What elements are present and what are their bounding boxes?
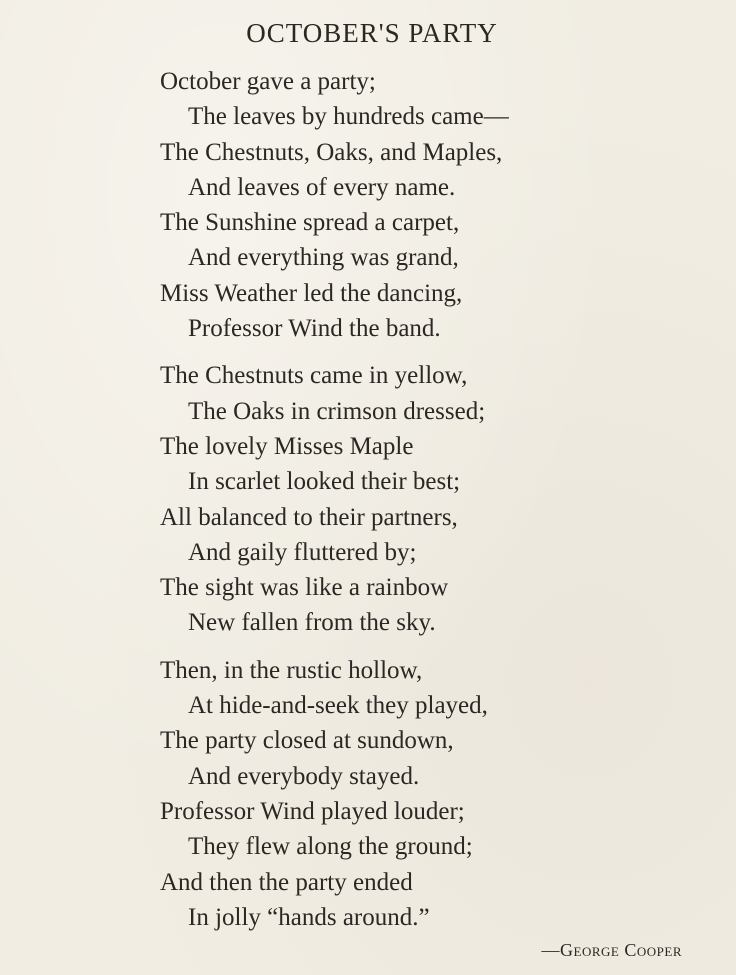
poem-line: The sight was like a rainbow: [160, 574, 449, 602]
poem-line: The lovely Misses Maple: [160, 432, 414, 460]
poem-line: Professor Wind the band.: [188, 315, 441, 343]
poem-line: October gave a party;: [160, 68, 376, 95]
poem-line: And everything was grand,: [188, 244, 459, 272]
poem-line: They flew along the ground;: [188, 833, 473, 861]
poem-line: The Sunshine spread a carpet,: [160, 209, 460, 237]
poem-line: New fallen from the sky.: [188, 609, 436, 637]
poem-line: The leaves by hundreds came—: [188, 103, 509, 131]
poem-line: In scarlet looked their best;: [188, 468, 461, 496]
stanza-2: [160, 358, 720, 640]
poem-body: [160, 64, 720, 935]
poem-line: Then, in the rustic hollow,: [160, 656, 423, 684]
poem-line: Professor Wind played louder;: [160, 797, 465, 825]
poem-line: All balanced to their partners,: [160, 503, 458, 531]
poem-line: And everybody stayed.: [188, 762, 420, 790]
poem-line: Miss Weather led the dancing,: [160, 279, 463, 307]
poem-line: And gaily fluttered by;: [188, 538, 417, 566]
stanza-1: [160, 64, 720, 346]
poem-line: The Chestnuts came in yellow,: [160, 362, 468, 390]
stanza-3: [160, 653, 720, 935]
poem-attribution: —George Cooper: [541, 940, 682, 960]
poem-line: In jolly “hands around.”: [188, 903, 430, 931]
poem-line: The Chestnuts, Oaks, and Maples,: [160, 138, 503, 166]
poem-line: And leaves of every name.: [188, 173, 456, 201]
poem-title: OCTOBER'S PARTY: [246, 18, 498, 48]
poem-line: The party closed at sundown,: [160, 727, 454, 755]
poem-line: At hide-and-seek they played,: [188, 692, 488, 720]
poem-line: And then the party ended: [160, 868, 413, 896]
poem-line: The Oaks in crimson dressed;: [188, 397, 486, 425]
